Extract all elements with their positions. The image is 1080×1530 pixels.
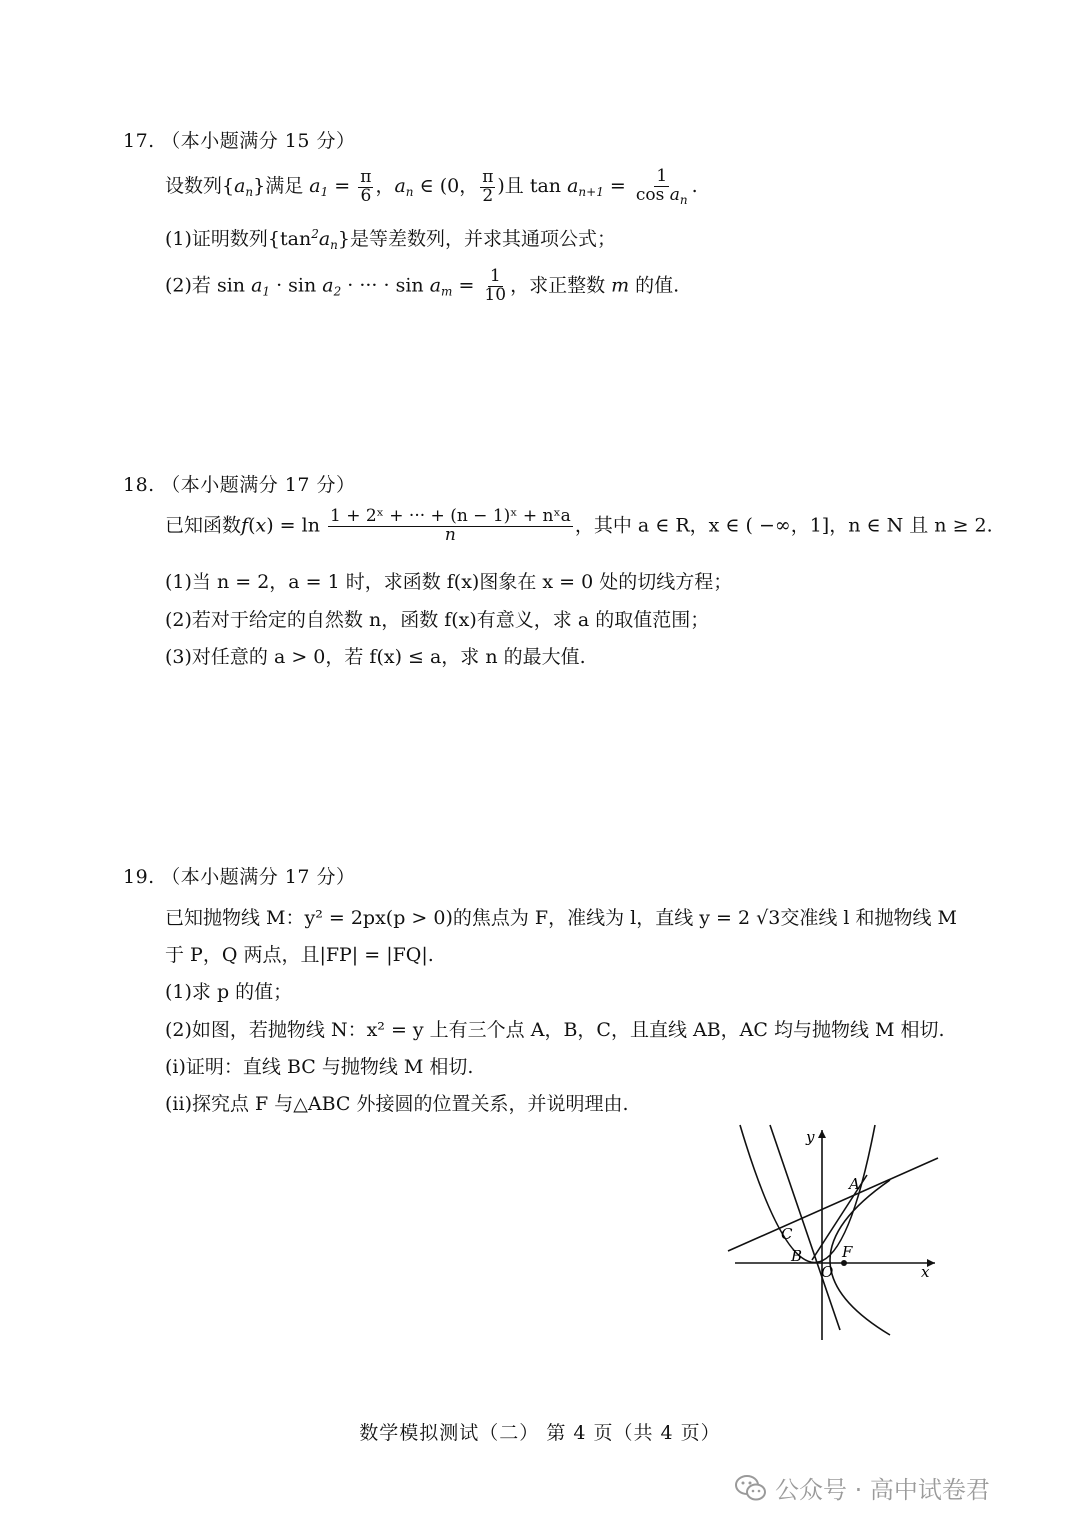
q18-part2: (2)若对于给定的自然数 n，函数 f(x)有意义，求 a 的取值范围； bbox=[165, 609, 710, 631]
q17-part2: (2)若 $\sin a_1 \cdot \sin a_2$ · ··· · $\sin a_m$ = $\frac{1}{10}$ ，求正整数 m 的值. bbox=[165, 266, 680, 305]
watermark-text: 公众号 · 高中试卷君 bbox=[775, 1476, 990, 1504]
label-c: C bbox=[781, 1225, 793, 1243]
parabola-figure bbox=[725, 1120, 945, 1345]
q19-stem-line1: 已知抛物线 M：y² = 2px(p > 0)的焦点为 F，准线为 l，直线 y = 2 √3交准线 l 和抛物线 M bbox=[165, 907, 957, 929]
label-x: x bbox=[921, 1263, 930, 1281]
label-o: O bbox=[821, 1263, 834, 1281]
q19-part2: (2)如图，若抛物线 N：x² = y 上有三个点 A，B，C，且直线 AB，AC 均与抛物线 M 相切. bbox=[165, 1019, 945, 1041]
parabola-m bbox=[830, 1180, 890, 1335]
page-footer: 数学模拟测试（二） 第 4 页（共 4 页） bbox=[359, 1422, 721, 1444]
label-f: F bbox=[842, 1243, 853, 1261]
q17-heading: 17. （本小题满分 15 分） bbox=[123, 130, 356, 152]
q17-part1: (1)证明数列$\{\tan^2a_n\}$是等差数列，并求其通项公式； bbox=[165, 227, 616, 252]
q19-stem-line2: 于 P，Q 两点，且|FP| = |FQ|. bbox=[165, 944, 434, 966]
label-a: A bbox=[849, 1175, 860, 1193]
q19-part2-i: (i)证明：直线 BC 与抛物线 M 相切. bbox=[165, 1056, 474, 1078]
q18-stem: 已知函数f(x) = ln $\frac{\text{1 + 2ˣ + ··· + (n − 1)ˣ + nˣa}}{n}$ ，其中 a ∈ R，x ∈ ( −∞，1]，n ∈ N 且 n ≥ 2. bbox=[165, 506, 993, 545]
wechat-icon bbox=[735, 1474, 767, 1502]
label-b: B bbox=[791, 1247, 803, 1265]
q18-part3: (3)对任意的 a > 0，若 f(x) ≤ a，求 n 的最大值. bbox=[165, 646, 586, 668]
line-ca bbox=[728, 1158, 938, 1251]
q18-heading: 18. （本小题满分 17 分） bbox=[123, 474, 356, 496]
q19-heading: 19. （本小题满分 17 分） bbox=[123, 866, 356, 888]
watermark bbox=[735, 1470, 990, 1505]
q19-part1: (1)求 p 的值； bbox=[165, 981, 293, 1003]
label-y: y bbox=[806, 1128, 815, 1146]
q18-part1: (1)当 n = 2，a = 1 时，求函数 f(x)图象在 x = 0 处的切线方程； bbox=[165, 571, 733, 593]
q17-stem: 设数列$\{a_n\}$满足 $a_1$ = $\frac{\pi}{6}$ ，$a_n$ ∈ (0， $\frac{\pi}{2}$ )且 $\tan a_{n+1}$ = $\frac{1}{\cos a_n}$ . bbox=[165, 166, 698, 207]
q19-part2-ii: (ii)探究点 F 与△ABC 外接圆的位置关系，并说明理由. bbox=[165, 1093, 629, 1115]
y-axis-arrow bbox=[818, 1130, 826, 1138]
